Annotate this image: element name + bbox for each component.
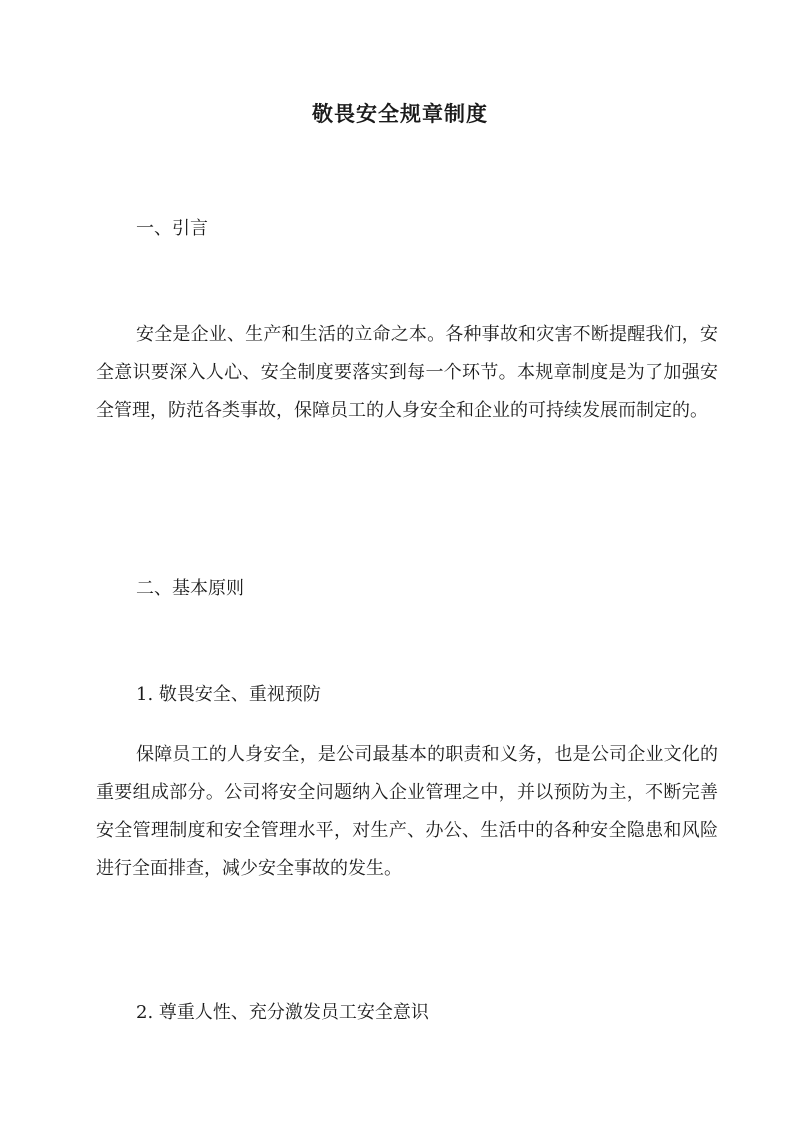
principle-2-heading: 2. 尊重人性、充分激发员工安全意识 xyxy=(136,1002,429,1023)
section-heading-introduction: 一、引言 xyxy=(136,218,208,239)
section-heading-basic-principles: 二、基本原则 xyxy=(136,578,244,599)
paragraph-text: 保障员工的人身安全，是公司最基本的职责和义务，也是公司企业文化的重要组成部分。公司将安全问题纳入企业管理之中，并以预防为主，不断完善安全管理制度和安全管理水平，对生产、办公、生活中的各种安全隐患和风险进行全面排查，减少安全事故的发生。 xyxy=(96,744,718,879)
principle-1-heading: 1. 敬畏安全、重视预防 xyxy=(136,684,321,705)
document-title: 敬畏安全规章制度 xyxy=(312,101,488,126)
introduction-paragraph xyxy=(96,316,718,430)
principle-1-paragraph xyxy=(96,736,718,888)
paragraph-text: 安全是企业、生产和生活的立命之本。各种事故和灾害不断提醒我们，安全意识要深入人心、安全制度要落实到每一个环节。本规章制度是为了加强安全管理，防范各类事故，保障员工的人身安全和企业的可持续发展而制定的。 xyxy=(96,324,718,421)
